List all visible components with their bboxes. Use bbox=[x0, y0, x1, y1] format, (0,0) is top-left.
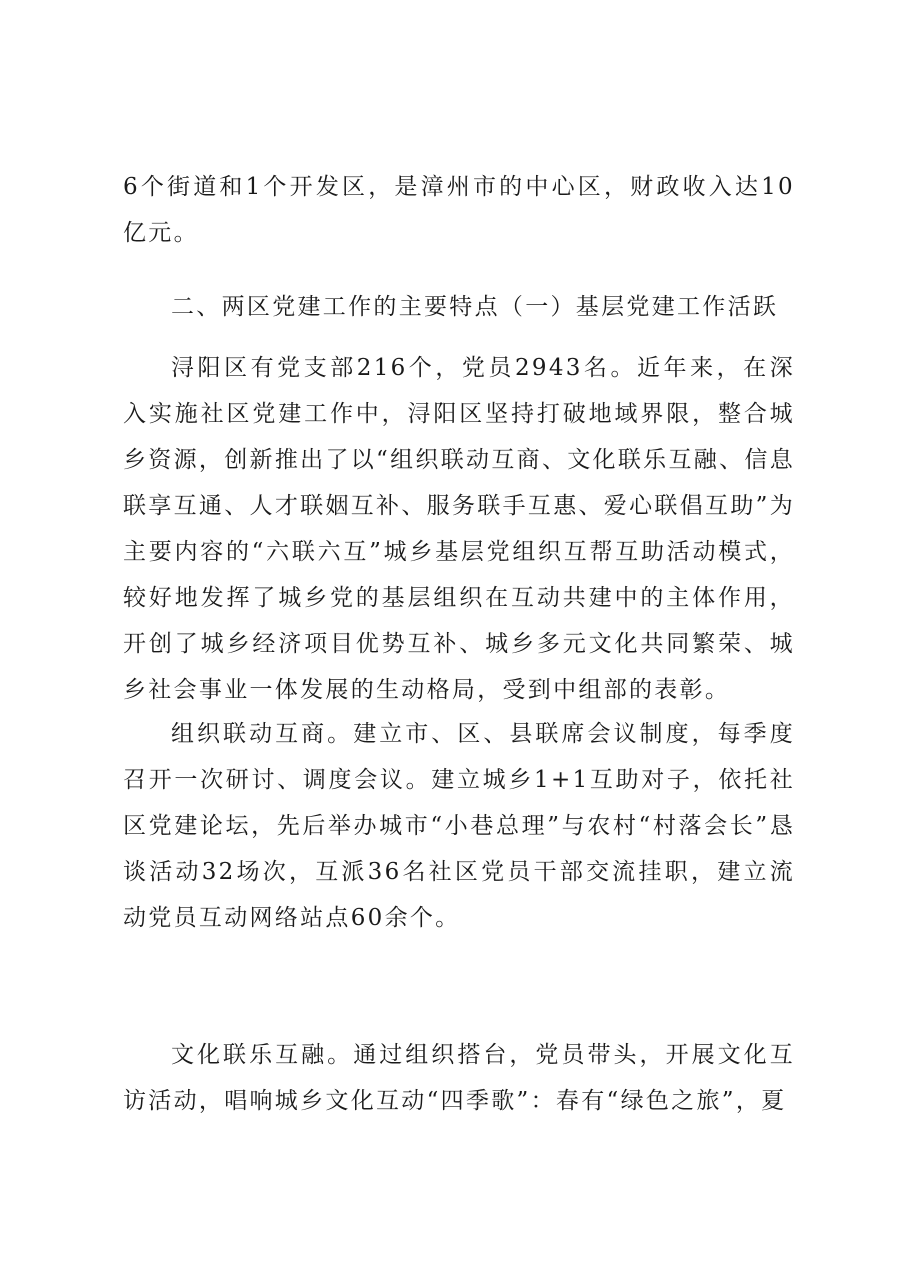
section-heading: 二、两区党建工作的主要特点（一）基层党建工作活跃 bbox=[171, 294, 779, 320]
paragraph-cultural-linkage: 文化联乐互融。通过组织搭台，党员带头，开展文化互访活动，唱响城乡文化互动“四季歌”：春有“绿色之旅”，夏 bbox=[123, 1042, 795, 1114]
paragraph-xunyang-overview: 浔阳区有党支部216个，党员2943名。近年来，在深入实施社区党建工作中，浔阳区坚持打破地域界限，整合城乡资源，创新推出了以“组织联动互商、文化联乐互融、信息联享互通、人才联姻互补、服务联手互惠、爱心联倡互助”为主要内容的“六联六互”城乡基层党组织互帮互助活动模式，较好地发挥了城乡党的基层组织在互动共建中的主体作用，开创了城乡经济项目优势互补、城乡多元文化共同繁荣、城乡社会事业一体发展的生动格局，受到中组部的表彰。 bbox=[123, 355, 795, 703]
paragraph-organization-linkage: 组织联动互商。建立市、区、县联席会议制度，每季度召开一次研讨、调度会议。建立城乡1+1互助对子，依托社区党建论坛，先后举办城市“小巷总理”与农村“村落会长”恳谈活动32场次，互派36名社区党员干部交流挂职，建立流动党员互动网络站点60余个。 bbox=[123, 721, 795, 931]
paragraph-continued-intro: 6个街道和1个开发区，是漳州市的中心区，财政收入达10亿元。 bbox=[123, 174, 795, 246]
